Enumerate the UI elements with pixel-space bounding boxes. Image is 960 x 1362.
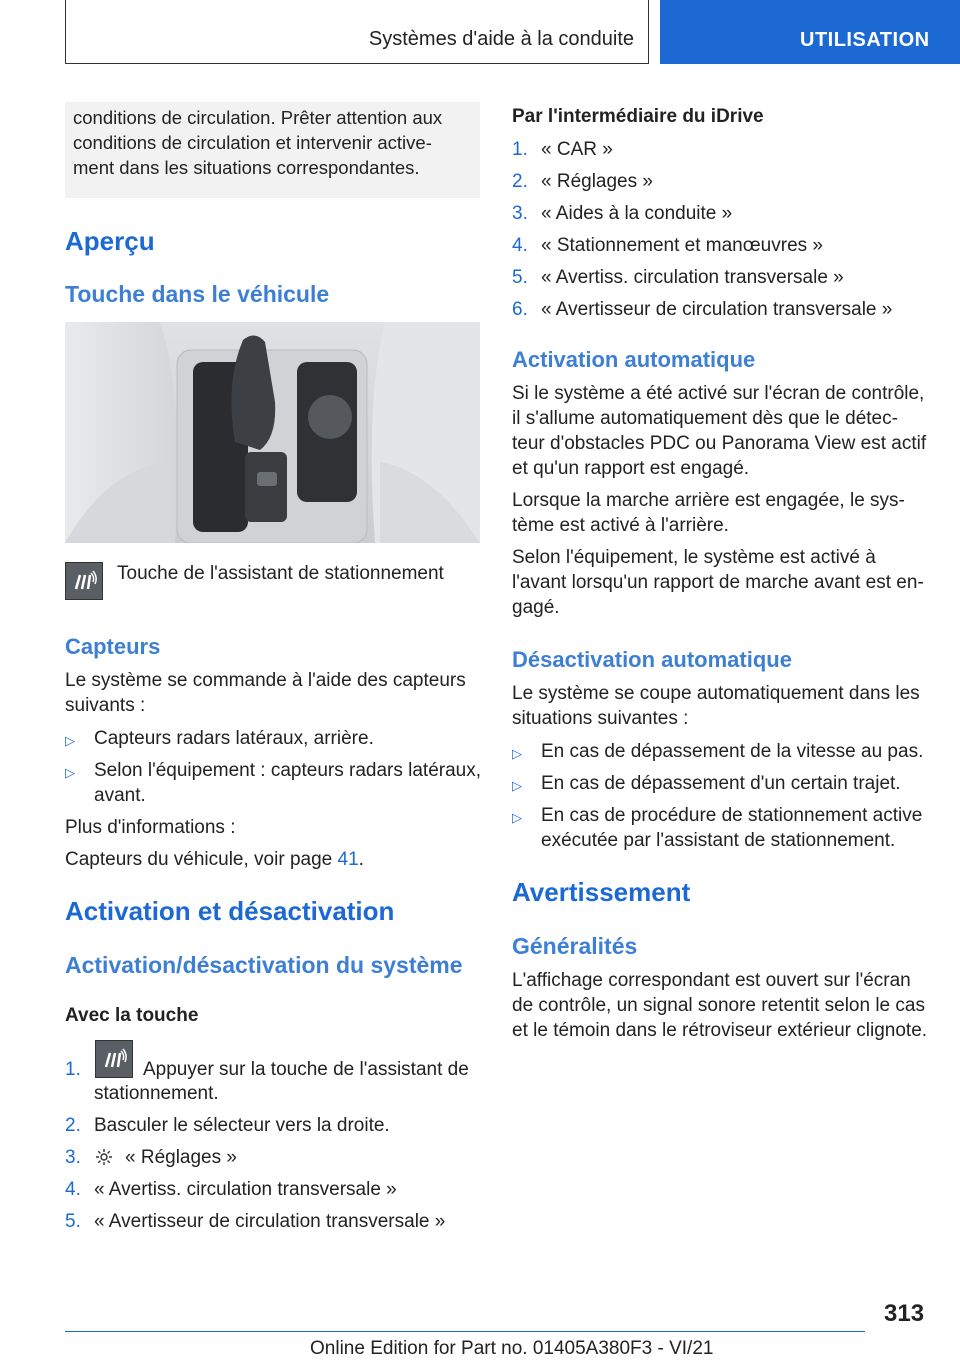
note-line: conditions de circulation et intervenir active-	[73, 132, 432, 153]
parking-assistant-button-icon	[65, 562, 103, 600]
paragraph-line: teur d'obstacles PDC ou Panorama View est actif	[512, 433, 927, 454]
heading-desactivation-auto: Désactivation automatique	[512, 647, 792, 672]
heading-activation-auto: Activation automatique	[512, 347, 756, 372]
heading-apercu: Aperçu	[65, 226, 155, 256]
step-text: « Stationnement et manœuvres »	[541, 235, 823, 256]
bullet-item: En cas de procédure de stationnement active	[541, 805, 923, 826]
ref-end: .	[358, 849, 364, 870]
step-number: 5.	[512, 267, 528, 288]
bullet-item-cont: exécutée par l'assistant de stationnement.	[541, 830, 896, 851]
note-box	[65, 102, 480, 198]
paragraph-line: Si le système a été activé sur l'écran de contrôle,	[512, 383, 925, 404]
paragraph-line: gagé.	[512, 597, 560, 618]
image-caption: Touche de l'assistant de stationnement	[117, 563, 444, 584]
step-number: 1.	[512, 139, 528, 160]
step-number: 3.	[512, 203, 528, 224]
bullet-marker: ▷	[512, 746, 522, 761]
step-text-cont: stationnement.	[94, 1083, 219, 1104]
capteurs-intro-cont: suivants :	[65, 695, 146, 716]
step-text: Appuyer sur la touche de l'assistant de	[143, 1059, 469, 1080]
paragraph-line: L'affichage correspondant est ouvert sur l'écran	[512, 970, 911, 991]
step-number: 2.	[512, 171, 528, 192]
heading-activation: Activation et désactivation	[65, 896, 395, 926]
more-info: Plus d'informations :	[65, 817, 236, 838]
paragraph-line: et qu'un rapport est engagé.	[512, 458, 750, 479]
bullet-item: Capteurs radars latéraux, arrière.	[94, 728, 374, 749]
console-photo	[65, 322, 480, 543]
bullet-marker: ▷	[512, 810, 522, 825]
heading-activation-systeme: Activation/désactivation du système	[65, 952, 463, 978]
step-text: « Avertisseur de circulation transversale »	[541, 299, 893, 320]
step-number: 5.	[65, 1211, 81, 1232]
header-chapter-label: UTILISATION	[800, 29, 930, 51]
step-text: « Aides à la conduite »	[541, 203, 733, 224]
bullet-item: En cas de dépassement de la vitesse au pas.	[541, 741, 924, 762]
heading-idrive: Par l'intermédiaire du iDrive	[512, 106, 764, 127]
step-text: « Réglages »	[125, 1147, 237, 1168]
parking-assistant-button-icon	[95, 1040, 133, 1078]
ref-text: Capteurs du véhicule, voir page	[65, 849, 338, 870]
paragraph-line: Lorsque la marche arrière est engagée, le sys-	[512, 490, 905, 511]
step-number: 2.	[65, 1115, 81, 1136]
footer-edition: Online Edition for Part no. 01405A380F3 - VI/21	[310, 1338, 714, 1359]
heading-avec-touche: Avec la touche	[65, 1005, 199, 1026]
step-text: « Avertisseur de circulation transversale »	[94, 1211, 446, 1232]
step-text: « Avertiss. circulation transversale »	[541, 267, 844, 288]
bullet-item: Selon l'équipement : capteurs radars latéraux,	[94, 760, 482, 781]
step-number: 4.	[512, 235, 528, 256]
paragraph-line: Le système se coupe automatiquement dans les	[512, 683, 920, 704]
paragraph-line: situations suivantes :	[512, 708, 689, 729]
step-text: Basculer le sélecteur vers la droite.	[94, 1115, 390, 1136]
center-console-image	[65, 322, 480, 543]
note-line: ment dans les situations correspondantes.	[73, 157, 420, 178]
paragraph-line: de contrôle, un signal sonore retentit selon le cas	[512, 995, 925, 1016]
step-number: 4.	[65, 1179, 81, 1200]
page-number: 313	[884, 1300, 925, 1327]
paragraph-line: et le témoin dans le rétroviseur extérieur clignote.	[512, 1020, 928, 1041]
heading-generalites: Généralités	[512, 933, 638, 959]
bullet-item-cont: avant.	[94, 785, 146, 806]
header-section-box	[65, 0, 649, 64]
paragraph-line: l'avant lorsqu'un rapport de marche avant est en-	[512, 572, 924, 593]
note-line: conditions de circulation. Prêter attention aux	[73, 107, 443, 128]
paragraph-line: tème est activé à l'arrière.	[512, 515, 729, 536]
step-text: « CAR »	[541, 139, 613, 160]
bullet-item: En cas de dépassement d'un certain trajet.	[541, 773, 901, 794]
heading-capteurs: Capteurs	[65, 634, 161, 659]
heading-avertissement: Avertissement	[512, 877, 691, 907]
step-number: 1.	[65, 1059, 81, 1080]
step-number: 6.	[512, 299, 528, 320]
step-text: « Réglages »	[541, 171, 653, 192]
bullet-marker: ▷	[65, 733, 75, 748]
paragraph-line: il s'allume automatiquement dès que le détec-	[512, 408, 898, 429]
ref-page-link[interactable]: 41	[337, 849, 359, 870]
step-text: « Avertiss. circulation transversale »	[94, 1179, 397, 1200]
bullet-marker: ▷	[65, 765, 75, 780]
step-number: 3.	[65, 1147, 81, 1168]
header-chapter-tab[interactable]	[660, 0, 960, 64]
header-section-title: Systèmes d'aide à la conduite	[368, 28, 634, 50]
footer-divider	[65, 1331, 865, 1332]
gear-icon	[94, 1147, 114, 1175]
capteurs-intro: Le système se commande à l'aide des capteurs	[65, 670, 466, 691]
cross-reference	[65, 847, 364, 873]
paragraph-line: Selon l'équipement, le système est activé à	[512, 547, 876, 568]
bullet-marker: ▷	[512, 778, 522, 793]
heading-touche-vehicule: Touche dans le véhicule	[65, 281, 330, 307]
